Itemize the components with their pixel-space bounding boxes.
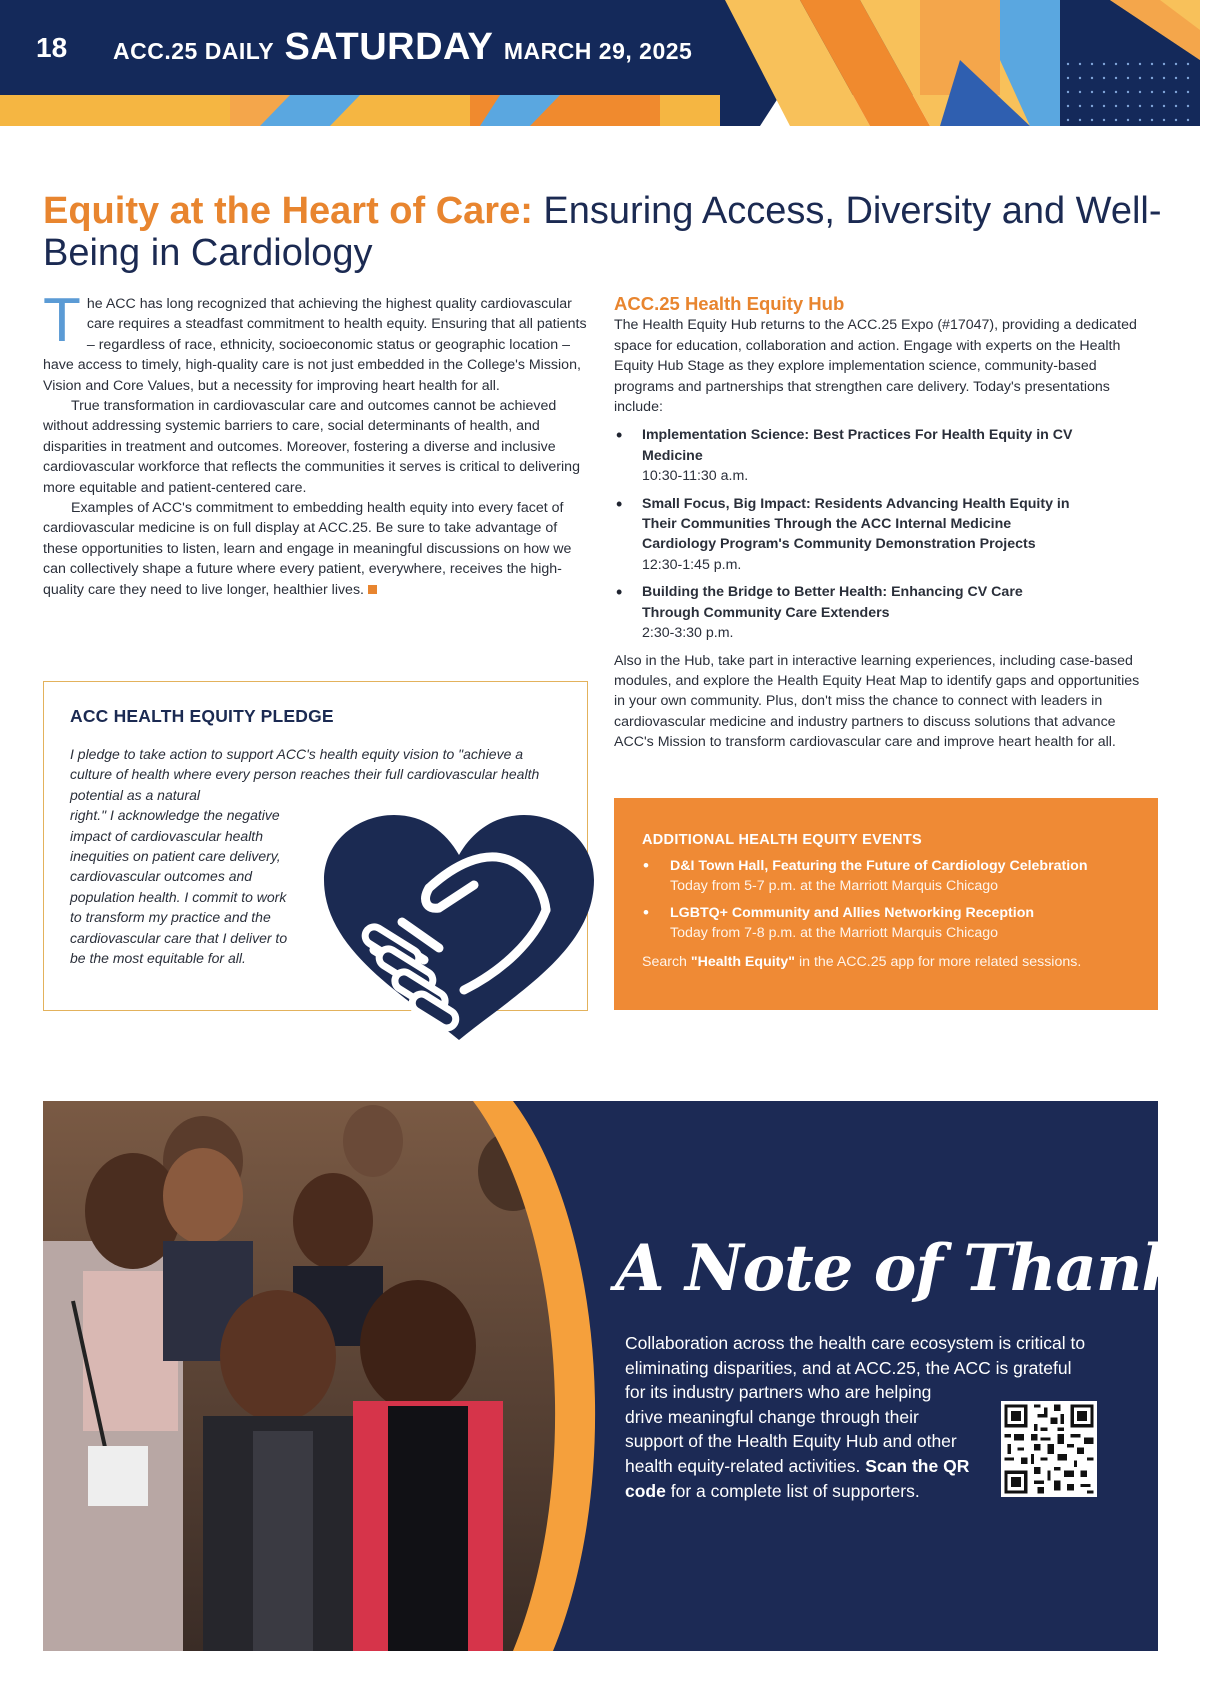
page-number: 18 (36, 32, 68, 63)
article-paragraph-2: True transformation in cardiovascular care and outcomes cannot be achieved without addressing systemic barriers to care, social determinants of health, and disparities in treatment and outcomes. Moreover, fostering a diverse and inclusive cardiovascular workforce that reflects the communities it serves is critical to delivering more equitable and patient-centered care. (43, 398, 580, 496)
event-detail: Today from 5-7 p.m. at the Marriott Marquis Chicago (670, 878, 999, 895)
events-list (642, 856, 1142, 950)
masthead-date: MARCH 29, 2025 (503, 38, 693, 64)
thanks-banner (43, 1101, 1220, 1651)
article-title (43, 190, 1163, 274)
event-title: • D&I Town Hall, Featuring the Future of Cardiology Celebration (670, 858, 1088, 874)
page-header (0, 0, 1200, 126)
thanks-title: A Note of Thanks (615, 1231, 1220, 1306)
events-search-hint: Search "Health Equity" in the ACC.25 app for more related sessions. (642, 954, 1082, 970)
pledge-heading: ACC HEALTH EQUITY PLEDGE (70, 706, 334, 726)
masthead-day: SATURDAY (284, 26, 494, 68)
events-box (614, 798, 1158, 1010)
hub-session-time: 2:30-3:30 p.m. (642, 625, 734, 642)
masthead (113, 26, 692, 69)
hub-session (614, 494, 1144, 576)
pledge-box (43, 681, 588, 1011)
hub-session-time: 12:30-1:45 p.m. (642, 556, 742, 573)
thanks-cta: Scan the QR code (625, 1455, 970, 1501)
pledge-text-narrow: right." I acknowledge the negative impact of cardiovascular health inequities on patient care delivery, cardiovascular outcomes and population health. I commit to work to transform my practice and the cardiovascular care that I deliver to be the most equitable for all. (70, 807, 288, 967)
event-item (642, 856, 1142, 897)
hub-session (614, 425, 1144, 486)
event-title: • LGBTQ+ Community and Allies Networking Reception (670, 904, 1035, 921)
pledge-text-wide: I pledge to take action to support ACC's health equity vision to "achieve a culture of health where every person reaches their full cardiovascular health potential as a natural (70, 746, 540, 803)
drop-cap: T (43, 286, 81, 355)
hub-heading: ACC.25 Health Equity Hub (614, 293, 845, 314)
article-paragraph-3: Examples of ACC's commitment to embedding health equity into every facet of cardiovascular medicine is on full display at ACC.25. Be sure to take advantage of these opportunities to listen, learn and engage in meaningful discussions on how we can collectively shape a future where every patient, everywhere, receives the high-quality care they need to live longer, healthier lives. (43, 500, 572, 598)
group-photo (43, 1101, 603, 1651)
masthead-brand: ACC.25 DAILY (113, 38, 275, 64)
hub-session-time: 10:30-11:30 a.m. (642, 468, 749, 485)
article-title-accent: Equity at the Heart of Care: (43, 190, 533, 232)
events-heading: ADDITIONAL HEALTH EQUITY EVENTS (642, 832, 922, 848)
thanks-text-narrow: for its industry partners who are helping drive meaningful change through their support of the Health Equity Hub and other health equity-related activities. Scan the QR code for a complete list of supporters. (625, 1382, 970, 1501)
article-body (43, 286, 588, 600)
hub-session (614, 582, 1144, 643)
hub-intro: The Health Equity Hub returns to the ACC.25 Expo (#17047), providing a dedicated space for education, collaboration and action. Engage with experts on the Health Equity Hub Stage as they explore implementation science, community-based programs and partnerships that strengthen care delivery. Today's presentations include: (614, 317, 1137, 416)
event-item (642, 903, 1142, 944)
end-of-article-icon (368, 585, 377, 594)
search-term: "Health Equity" (690, 954, 796, 970)
heart-handshake-icon (314, 810, 604, 1050)
qr-code-icon[interactable] (1001, 1401, 1097, 1497)
health-equity-hub (614, 294, 1144, 753)
article-title-rest: Ensuring Access, Diversity and Well-Being in Cardiology (43, 190, 1162, 274)
hub-session-title: • Implementation Science: Best Practices For Health Equity in CV Medicine (642, 427, 1073, 464)
hub-session-list (614, 425, 1144, 643)
article-paragraph-1: The ACC has long recognized that achieving the highest quality cardiovascular care requires a steadfast commitment to health equity. Ensuring that all patients – regardless of race, ethnicity, socioeconomic status or geographic location – have access to timely, high-quality care is not just embedded in the College's Mission, Vision and Core Values, but a necessity for improving heart health for all. (43, 286, 587, 394)
hub-session-title: • Building the Bridge to Better Health: Enhancing CV Care Through Community Care Extenders (642, 584, 1023, 621)
hub-outro: Also in the Hub, take part in interactive learning experiences, including case-based modules, and explore the Health Equity Heat Map to identify gaps and opportunities in your own community. Plus, don't miss the chance to connect with leaders in cardiovascular medicine and industry partners to discuss solutions that advance ACC's Mission to transform cardiovascular care and improve heart health for all. (614, 652, 1140, 751)
event-detail: Today from 7-8 p.m. at the Marriott Marquis Chicago (670, 925, 999, 942)
hub-session-title: • Small Focus, Big Impact: Residents Advancing Health Equity in Their Communities Through the ACC Internal Medicine Cardiology Program's Community Demonstration Projects (642, 495, 1070, 553)
thanks-text-wide: Collaboration across the health care ecosystem is critical to eliminating disparities, and at ACC.25, the ACC is grateful (625, 1333, 1086, 1378)
